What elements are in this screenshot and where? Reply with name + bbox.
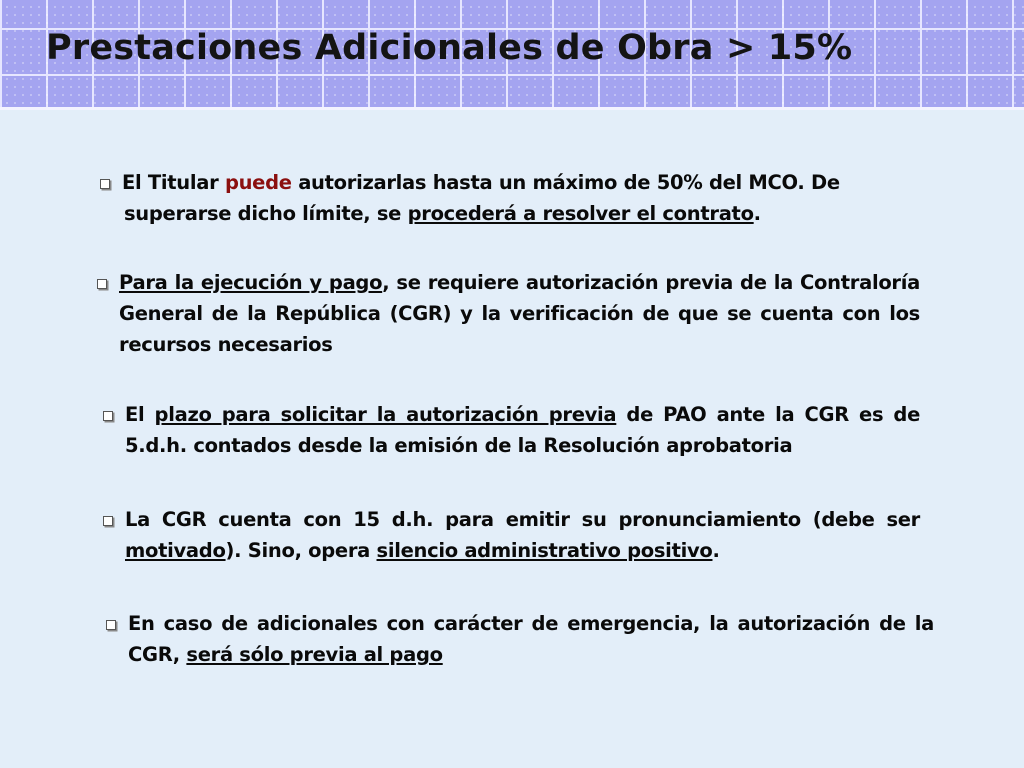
list-item [103,399,920,461]
list-item [100,167,920,229]
checkbox-square-icon [103,411,113,421]
underlined-text: Para la ejecución y pago [119,271,383,294]
list-item-text: El plazo para solicitar la autorización previa de PAO ante la CGR es de 5.d.h. contados desde la emisión de la Resolución aprobatoria [125,403,921,457]
checkbox-square-icon [100,179,110,189]
list-item [106,608,934,670]
emphasis-text: puede [224,171,292,194]
list-item-text: Para la ejecución y pago, se requiere autorización previa de la Contraloría General de la República (CGR) y la verificación de que se cuenta con los recursos necesarios [119,271,920,356]
underlined-text: procederá a resolver el contrato [407,202,754,225]
checkbox-square-icon [97,279,107,289]
checkbox-square-icon [106,620,116,630]
checkbox-square-icon [103,516,113,526]
underlined-text: plazo para solicitar la autorización previa [154,403,617,426]
list-item [97,267,920,360]
list-item-text: La CGR cuenta con 15 d.h. para emitir su pronunciamiento (debe ser motivado). Sino, opera silencio administrativo positivo. [125,508,920,562]
underlined-text: será sólo previa al pago [186,643,443,666]
underlined-text: silencio administrativo positivo [376,539,713,562]
list-item-text: El Titular puede autorizarlas hasta un máximo de 50% del MCO. De superarse dicho límite, se procederá a resolver el contrato. [122,171,840,225]
page-title: Prestaciones Adicionales de Obra > 15% [46,28,853,68]
list-item-text: En caso de adicionales con carácter de emergencia, la autorización de la CGR, será sólo previa al pago [128,612,934,666]
underlined-text: motivado [125,539,226,562]
title-banner [0,0,1024,110]
list-item [103,504,920,566]
